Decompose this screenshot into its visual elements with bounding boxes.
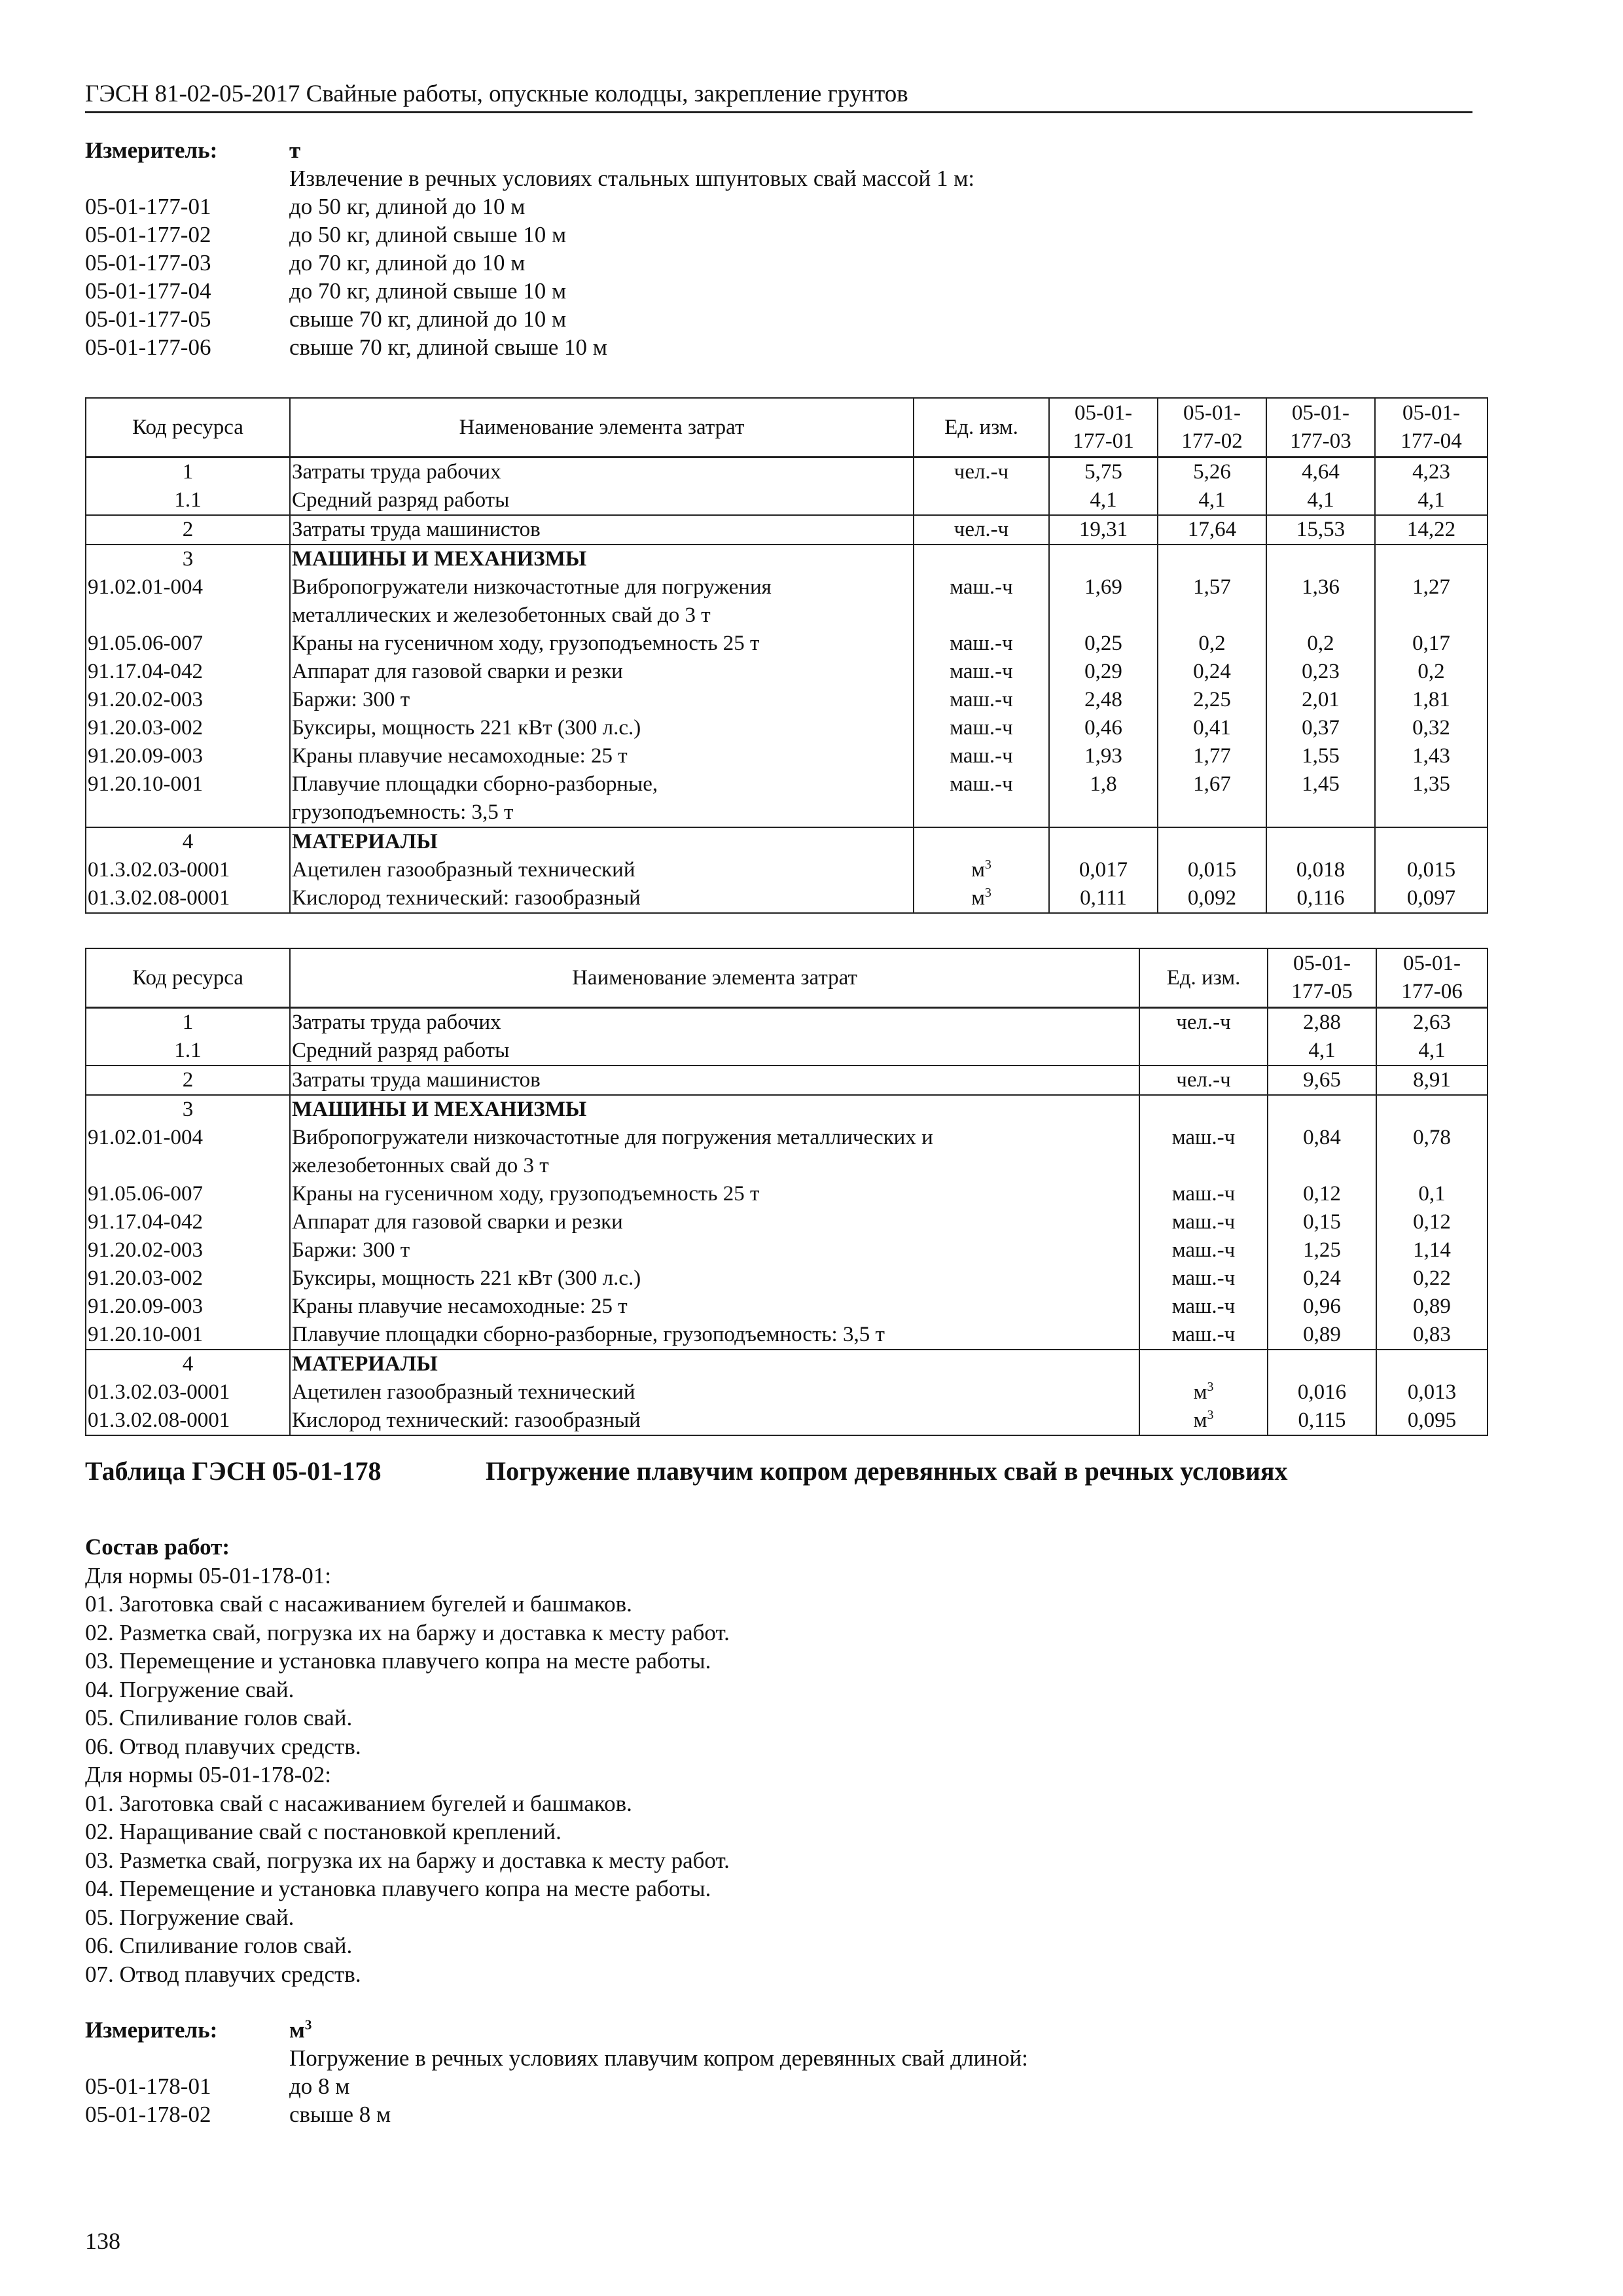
resource-value: 2,01 — [1266, 686, 1375, 714]
resource-value: 0,15 — [1268, 1208, 1376, 1236]
resource-value — [1049, 827, 1158, 856]
header-unit: Ед. изм. — [1139, 948, 1268, 1008]
resource-value: 0,89 — [1268, 1321, 1376, 1350]
resource-unit: маш.-ч — [1139, 1236, 1268, 1265]
table-row — [86, 714, 1488, 742]
resource-code: 91.20.02-003 — [86, 1236, 290, 1265]
table-row — [86, 486, 1488, 515]
resource-code: 91.20.02-003 — [86, 686, 290, 714]
resource-code: 2 — [86, 515, 290, 545]
resource-unit: маш.-ч — [1139, 1124, 1268, 1152]
resource-value: 14,22 — [1375, 515, 1488, 545]
resource-name: Средний разряд работы — [290, 486, 914, 515]
resource-value: 2,88 — [1268, 1008, 1376, 1037]
resource-code: 91.20.10-001 — [86, 1321, 290, 1350]
resource-code: 4 — [86, 827, 290, 856]
resource-value — [1266, 798, 1375, 827]
resource-unit — [1139, 1037, 1268, 1066]
resource-code: 1.1 — [86, 486, 290, 515]
resource-value: 2,48 — [1049, 686, 1158, 714]
resource-value: 9,65 — [1268, 1066, 1376, 1095]
norm-text: свыше 8 м — [289, 2102, 391, 2127]
measure-block-177 — [85, 136, 1472, 361]
table-row — [86, 545, 1488, 573]
header-col: 05-01-177-04 — [1375, 398, 1488, 457]
resource-name: Баржи: 300 т — [290, 1236, 1139, 1265]
header-code: Код ресурса — [86, 398, 290, 457]
norm-text: до 50 кг, длиной до 10 м — [289, 194, 526, 219]
resource-code: 91.20.03-002 — [86, 1265, 290, 1293]
page-header: ГЭСН 81-02-05-2017 Свайные работы, опускные колодцы, закрепление грунтов — [85, 77, 1472, 113]
resource-code: 91.05.06-007 — [86, 630, 290, 658]
resource-value: 0,22 — [1376, 1265, 1488, 1293]
work-step: 02. Разметка свай, погрузка их на баржу и доставка к месту работ. — [85, 1619, 730, 1645]
resource-code: 91.17.04-042 — [86, 1208, 290, 1236]
table-row — [86, 1208, 1488, 1236]
resource-code: 4 — [86, 1350, 290, 1378]
work-step: 05. Погружение свай. — [85, 1904, 294, 1930]
resource-code: 3 — [86, 1095, 290, 1124]
work-step: 01. Заготовка свай с насаживанием бугелей и башмаков. — [85, 1591, 632, 1617]
resource-unit: $м^3$ — [1139, 1378, 1268, 1407]
work-step: 01. Заготовка свай с насаживанием бугелей и башмаков. — [85, 1790, 632, 1816]
resource-value: 1,93 — [1049, 742, 1158, 770]
resource-unit — [1139, 1095, 1268, 1124]
resource-code — [86, 1152, 290, 1180]
table-row — [86, 884, 1488, 913]
table-row — [86, 1152, 1488, 1180]
resource-name: МАТЕРИАЛЫ — [290, 827, 914, 856]
table-row — [86, 1236, 1488, 1265]
work-step: 07. Отвод плавучих средств. — [85, 1961, 361, 1987]
resource-value: 0,111 — [1049, 884, 1158, 913]
resource-code: 91.20.09-003 — [86, 1293, 290, 1321]
resource-unit: маш.-ч — [914, 742, 1049, 770]
norm-code: 05-01-177-03 — [85, 250, 211, 276]
table-row — [86, 1265, 1488, 1293]
resource-value: 0,89 — [1376, 1293, 1488, 1321]
resource-value: 0,37 — [1266, 714, 1375, 742]
table-row — [86, 770, 1488, 798]
resource-code — [86, 798, 290, 827]
resource-code: 91.02.01-004 — [86, 1124, 290, 1152]
table-row — [86, 856, 1488, 884]
table-row — [86, 686, 1488, 714]
resource-value — [1049, 545, 1158, 573]
resource-value: 1,8 — [1049, 770, 1158, 798]
resource-value: 0,12 — [1376, 1208, 1488, 1236]
resource-name: Вибропогружатели низкочастотные для погружения — [290, 573, 914, 601]
header-col: 05-01-177-03 — [1266, 398, 1375, 457]
resource-name: Затраты труда рабочих — [290, 457, 914, 487]
resource-name: Баржи: 300 т — [290, 686, 914, 714]
resource-value: 1,14 — [1376, 1236, 1488, 1265]
resource-unit — [914, 798, 1049, 827]
resource-name: Ацетилен газообразный технический — [290, 856, 914, 884]
resource-unit: маш.-ч — [914, 686, 1049, 714]
resource-value: 0,097 — [1375, 884, 1488, 913]
norm-item — [85, 192, 1472, 221]
resource-value: 1,45 — [1266, 770, 1375, 798]
norm-item — [85, 221, 1472, 249]
resource-value: 17,64 — [1158, 515, 1266, 545]
resource-value: 1,27 — [1375, 573, 1488, 601]
measure-block-178 — [85, 2016, 1472, 2128]
resource-name: Затраты труда машинистов — [290, 515, 914, 545]
resource-value: 0,12 — [1268, 1180, 1376, 1208]
norm-code: 05-01-177-06 — [85, 334, 211, 360]
resource-value: 0,25 — [1049, 630, 1158, 658]
table-row — [86, 798, 1488, 827]
resource-unit: маш.-ч — [1139, 1180, 1268, 1208]
resource-value: 5,75 — [1049, 457, 1158, 487]
resource-unit: маш.-ч — [914, 573, 1049, 601]
measure-description: Извлечение в речных условиях стальных шпунтовых свай массой 1 м: — [289, 166, 975, 191]
norm-code: 05-01-177-02 — [85, 222, 211, 247]
resource-name: МАШИНЫ И МЕХАНИЗМЫ — [290, 1095, 1139, 1124]
resource-name: грузоподъемность: 3,5 т — [290, 798, 914, 827]
resource-code: 91.20.03-002 — [86, 714, 290, 742]
header-name: Наименование элемента затрат — [290, 948, 1139, 1008]
works-list — [85, 1533, 1472, 1988]
table-row — [86, 1095, 1488, 1124]
resource-value: 1,67 — [1158, 770, 1266, 798]
resource-value — [1266, 827, 1375, 856]
resource-name: Кислород технический: газообразный — [290, 884, 914, 913]
resource-unit: $м^3$ — [914, 856, 1049, 884]
resource-unit: маш.-ч — [1139, 1293, 1268, 1321]
resource-value: 0,1 — [1376, 1180, 1488, 1208]
resource-name: Краны плавучие несамоходные: 25 т — [290, 1293, 1139, 1321]
resource-value: 0,018 — [1266, 856, 1375, 884]
table-row — [86, 457, 1488, 487]
resource-unit: маш.-ч — [914, 658, 1049, 686]
norm-text: до 50 кг, длиной свыше 10 м — [289, 222, 567, 247]
resource-value: 0,015 — [1158, 856, 1266, 884]
resource-code: 01.3.02.03-0001 — [86, 1378, 290, 1407]
resource-value: 4,23 — [1375, 457, 1488, 487]
section-title — [85, 1454, 1486, 1488]
norm-item — [85, 2072, 1472, 2100]
norm-text: свыше 70 кг, длиной до 10 м — [289, 306, 567, 332]
norm-code: 05-01-177-04 — [85, 278, 211, 304]
work-step: 04. Перемещение и установка плавучего копра на месте работы. — [85, 1876, 711, 1901]
norm-code: 05-01-178-01 — [85, 2073, 211, 2099]
norm-item — [85, 305, 1472, 333]
work-step: 06. Спиливание голов свай. — [85, 1933, 353, 1958]
resource-name: МАТЕРИАЛЫ — [290, 1350, 1139, 1378]
resource-value: 0,017 — [1049, 856, 1158, 884]
table-row — [86, 515, 1488, 545]
resource-value: 4,1 — [1266, 486, 1375, 515]
resource-value — [1268, 1152, 1376, 1180]
resource-code: 01.3.02.08-0001 — [86, 1407, 290, 1435]
header-unit: Ед. изм. — [914, 398, 1049, 457]
resource-value — [1375, 601, 1488, 630]
norm-text: до 70 кг, длиной свыше 10 м — [289, 278, 567, 304]
resource-value — [1375, 827, 1488, 856]
resource-value — [1376, 1152, 1488, 1180]
work-step: 02. Наращивание свай с постановкой креплений. — [85, 1819, 562, 1844]
resource-name: Плавучие площадки сборно-разборные, грузоподъемность: 3,5 т — [290, 1321, 1139, 1350]
header-name: Наименование элемента затрат — [290, 398, 914, 457]
page-number: 138 — [85, 2228, 120, 2254]
resource-value — [1268, 1350, 1376, 1378]
resource-code: 1 — [86, 1008, 290, 1037]
section-title-text: Погружение плавучим копром деревянных свай в речных условиях — [486, 1456, 1288, 1486]
table-row — [86, 1350, 1488, 1378]
resource-value: 0,015 — [1375, 856, 1488, 884]
resource-code: 1.1 — [86, 1037, 290, 1066]
resource-value — [1158, 545, 1266, 573]
resource-value: 2,25 — [1158, 686, 1266, 714]
resource-name: Средний разряд работы — [290, 1037, 1139, 1066]
resource-unit: чел.-ч — [1139, 1008, 1268, 1037]
resource-name: Плавучие площадки сборно-разборные, — [290, 770, 914, 798]
norm-item — [85, 277, 1472, 305]
resource-value: 0,24 — [1268, 1265, 1376, 1293]
work-step: 05. Спиливание голов свай. — [85, 1705, 353, 1731]
resource-code: 01.3.02.03-0001 — [86, 856, 290, 884]
resource-unit — [914, 486, 1049, 515]
table-row — [86, 1407, 1488, 1435]
resource-value — [1158, 798, 1266, 827]
resource-unit: маш.-ч — [1139, 1265, 1268, 1293]
resource-value: 4,1 — [1375, 486, 1488, 515]
resource-value — [1049, 601, 1158, 630]
resource-value: 0,24 — [1158, 658, 1266, 686]
table-row — [86, 601, 1488, 630]
resource-unit: чел.-ч — [1139, 1066, 1268, 1095]
norm-text: свыше 70 кг, длиной свыше 10 м — [289, 334, 607, 360]
works-heading: Состав работ: — [85, 1534, 230, 1560]
resource-name: Кислород технический: газообразный — [290, 1407, 1139, 1435]
resource-value — [1268, 1095, 1376, 1124]
table-row — [86, 573, 1488, 601]
norm-item — [85, 249, 1472, 277]
resource-value: 1,77 — [1158, 742, 1266, 770]
resource-name: МАШИНЫ И МЕХАНИЗМЫ — [290, 545, 914, 573]
resource-code: 91.17.04-042 — [86, 658, 290, 686]
norm-item — [85, 2100, 1472, 2128]
work-step: 04. Погружение свай. — [85, 1676, 294, 1702]
resource-unit: чел.-ч — [914, 457, 1049, 487]
resource-code: 2 — [86, 1066, 290, 1095]
work-step: Для нормы 05-01-178-01: — [85, 1562, 331, 1588]
resource-value: 0,29 — [1049, 658, 1158, 686]
measure-label: Измеритель: — [85, 2017, 218, 2043]
resource-value: 0,46 — [1049, 714, 1158, 742]
resource-value: 0,23 — [1266, 658, 1375, 686]
table-row — [86, 1066, 1488, 1095]
measure-label: Измеритель: — [85, 137, 218, 163]
resource-code: 1 — [86, 457, 290, 487]
resource-code: 91.20.09-003 — [86, 742, 290, 770]
resource-value: 0,013 — [1376, 1378, 1488, 1407]
resource-name: Аппарат для газовой сварки и резки — [290, 658, 914, 686]
resource-value: 0,84 — [1268, 1124, 1376, 1152]
resource-unit: $м^3$ — [914, 884, 1049, 913]
resource-value: 0,016 — [1268, 1378, 1376, 1407]
resource-value: 0,2 — [1375, 658, 1488, 686]
norm-item — [85, 333, 1472, 361]
norm-text: до 70 кг, длиной до 10 м — [289, 250, 526, 276]
resource-unit: маш.-ч — [1139, 1208, 1268, 1236]
resource-unit — [914, 601, 1049, 630]
table-row — [86, 630, 1488, 658]
norm-text: до 8 м — [289, 2073, 350, 2099]
header-col: 05-01-177-02 — [1158, 398, 1266, 457]
resource-name: железобетонных свай до 3 т — [290, 1152, 1139, 1180]
table-row — [86, 742, 1488, 770]
resource-value: 1,55 — [1266, 742, 1375, 770]
work-step: 06. Отвод плавучих средств. — [85, 1733, 361, 1759]
resource-value — [1158, 827, 1266, 856]
norm-code: 05-01-177-01 — [85, 194, 211, 219]
resource-value: 0,095 — [1376, 1407, 1488, 1435]
table-row — [86, 658, 1488, 686]
resource-unit — [1139, 1350, 1268, 1378]
resource-value: 1,69 — [1049, 573, 1158, 601]
resource-value — [1266, 601, 1375, 630]
resource-value: 0,32 — [1375, 714, 1488, 742]
resource-name: Краны на гусеничном ходу, грузоподъемность 25 т — [290, 630, 914, 658]
resource-code: 91.02.01-004 — [86, 573, 290, 601]
resource-unit — [914, 827, 1049, 856]
resource-value: 1,35 — [1375, 770, 1488, 798]
resource-name: Затраты труда машинистов — [290, 1066, 1139, 1095]
resource-name: Аппарат для газовой сварки и резки — [290, 1208, 1139, 1236]
section-title-code: Таблица ГЭСН 05-01-178 — [85, 1456, 382, 1486]
resource-unit: маш.-ч — [914, 770, 1049, 798]
resource-name: Ацетилен газообразный технический — [290, 1378, 1139, 1407]
resource-value: 19,31 — [1049, 515, 1158, 545]
resource-value: 0,115 — [1268, 1407, 1376, 1435]
resource-value — [1375, 545, 1488, 573]
resource-unit — [914, 545, 1049, 573]
table-row — [86, 1008, 1488, 1037]
header-col: 05-01-177-06 — [1376, 948, 1488, 1008]
work-step: 03. Перемещение и установка плавучего копра на месте работы. — [85, 1648, 711, 1674]
resource-value: 0,83 — [1376, 1321, 1488, 1350]
table-row — [86, 1378, 1488, 1407]
resource-value — [1049, 798, 1158, 827]
resource-value: 1,25 — [1268, 1236, 1376, 1265]
resource-value: 1,36 — [1266, 573, 1375, 601]
norm-code: 05-01-178-02 — [85, 2102, 211, 2127]
table-row — [86, 827, 1488, 856]
resource-value: 1,81 — [1375, 686, 1488, 714]
resource-code: 3 — [86, 545, 290, 573]
resource-code: 01.3.02.08-0001 — [86, 884, 290, 913]
resource-unit: маш.-ч — [914, 714, 1049, 742]
resource-name: металлических и железобетонных свай до 3 т — [290, 601, 914, 630]
table-row — [86, 1321, 1488, 1350]
resource-name: Буксиры, мощность 221 кВт (300 л.с.) — [290, 714, 914, 742]
resource-value: 4,64 — [1266, 457, 1375, 487]
resource-code: 91.20.10-001 — [86, 770, 290, 798]
table-row — [86, 1037, 1488, 1066]
norm-code: 05-01-177-05 — [85, 306, 211, 332]
resource-unit: $м^3$ — [1139, 1407, 1268, 1435]
resource-value: 4,1 — [1158, 486, 1266, 515]
resource-name: Краны на гусеничном ходу, грузоподъемность 25 т — [290, 1180, 1139, 1208]
resource-value: 4,1 — [1376, 1037, 1488, 1066]
resource-value — [1375, 798, 1488, 827]
resource-table-177-01-04 — [85, 397, 1488, 914]
table-row — [86, 1124, 1488, 1152]
resource-value: 0,116 — [1266, 884, 1375, 913]
resource-value — [1376, 1350, 1488, 1378]
resource-value — [1266, 545, 1375, 573]
resource-name: Буксиры, мощность 221 кВт (300 л.с.) — [290, 1265, 1139, 1293]
header-col: 05-01-177-01 — [1049, 398, 1158, 457]
table-row — [86, 1180, 1488, 1208]
resource-value: 0,17 — [1375, 630, 1488, 658]
work-step: Для нормы 05-01-178-02: — [85, 1762, 331, 1787]
work-step: 03. Разметка свай, погрузка их на баржу и доставка к месту работ. — [85, 1847, 730, 1873]
resource-value: 0,78 — [1376, 1124, 1488, 1152]
resource-name: Вибропогружатели низкочастотные для погружения металлических и — [290, 1124, 1139, 1152]
resource-value — [1158, 601, 1266, 630]
measure-description: Погружение в речных условиях плавучим копром деревянных свай длиной: — [289, 2045, 1028, 2071]
resource-value: 15,53 — [1266, 515, 1375, 545]
resource-code — [86, 601, 290, 630]
resource-unit: чел.-ч — [914, 515, 1049, 545]
resource-value: 4,1 — [1049, 486, 1158, 515]
resource-value: 0,2 — [1158, 630, 1266, 658]
resource-code: 91.05.06-007 — [86, 1180, 290, 1208]
resource-value: 4,1 — [1268, 1037, 1376, 1066]
table-row — [86, 1293, 1488, 1321]
resource-value — [1376, 1095, 1488, 1124]
resource-value: 8,91 — [1376, 1066, 1488, 1095]
measure-unit: $м^3$ — [289, 2017, 312, 2043]
resource-name: Краны плавучие несамоходные: 25 т — [290, 742, 914, 770]
resource-value: 1,57 — [1158, 573, 1266, 601]
resource-value: 2,63 — [1376, 1008, 1488, 1037]
resource-value: 1,43 — [1375, 742, 1488, 770]
header-col: 05-01-177-05 — [1268, 948, 1376, 1008]
resource-value: 5,26 — [1158, 457, 1266, 487]
resource-unit: маш.-ч — [1139, 1321, 1268, 1350]
resource-value: 0,96 — [1268, 1293, 1376, 1321]
resource-table-177-05-06 — [85, 948, 1488, 1436]
measure-unit: т — [289, 137, 301, 163]
resource-value: 0,092 — [1158, 884, 1266, 913]
header-code: Код ресурса — [86, 948, 290, 1008]
resource-name: Затраты труда рабочих — [290, 1008, 1139, 1037]
resource-value: 0,41 — [1158, 714, 1266, 742]
resource-unit — [1139, 1152, 1268, 1180]
resource-value: 0,2 — [1266, 630, 1375, 658]
resource-unit: маш.-ч — [914, 630, 1049, 658]
